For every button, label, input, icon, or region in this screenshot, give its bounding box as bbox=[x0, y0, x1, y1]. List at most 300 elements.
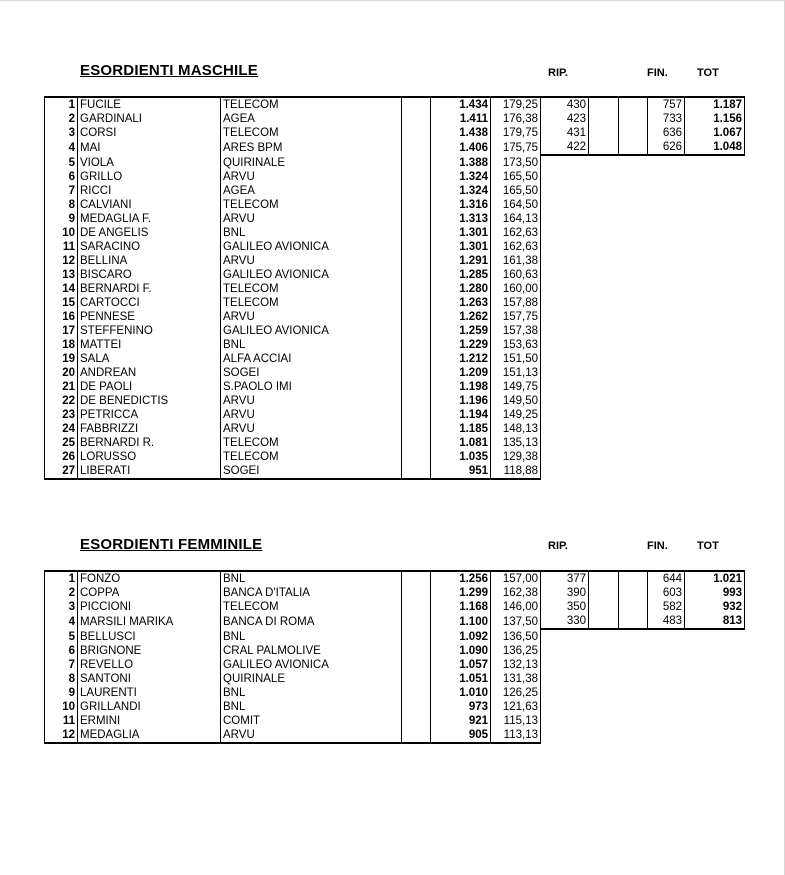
cell-empty bbox=[619, 394, 648, 408]
cell-score: 1.301 bbox=[431, 226, 491, 240]
cell-blank bbox=[589, 614, 619, 629]
cell-position: 1 bbox=[45, 571, 78, 586]
table-row bbox=[45, 629, 745, 644]
cell-name: PETRICCA bbox=[78, 408, 221, 422]
table-row bbox=[45, 658, 745, 672]
header-rip: RIP. bbox=[548, 540, 568, 552]
cell-empty bbox=[619, 170, 648, 184]
cell-name: SARACINO bbox=[78, 240, 221, 254]
cell-position: 9 bbox=[45, 686, 78, 700]
cell-empty bbox=[589, 714, 619, 728]
cell-empty bbox=[589, 408, 619, 422]
cell-team: TELECOM bbox=[221, 198, 402, 212]
cell-name: CARTOCCI bbox=[78, 296, 221, 310]
cell-empty bbox=[685, 700, 745, 714]
cell-name: STEFFENINO bbox=[78, 324, 221, 338]
cell-name: MATTEI bbox=[78, 338, 221, 352]
cell-position: 3 bbox=[45, 600, 78, 614]
cell-empty bbox=[619, 352, 648, 366]
cell-blank bbox=[402, 714, 431, 728]
cell-empty bbox=[648, 352, 685, 366]
cell-blank bbox=[619, 614, 648, 629]
cell-name: BERNARDI F. bbox=[78, 282, 221, 296]
cell-empty bbox=[685, 296, 745, 310]
section-title: ESORDIENTI FEMMINILE bbox=[80, 536, 263, 553]
cell-empty bbox=[648, 296, 685, 310]
cell-average: 136,25 bbox=[491, 644, 541, 658]
cell-position: 8 bbox=[45, 672, 78, 686]
cell-name: PICCIONI bbox=[78, 600, 221, 614]
cell-score: 1.316 bbox=[431, 198, 491, 212]
cell-empty bbox=[619, 700, 648, 714]
header-rip: RIP. bbox=[548, 67, 568, 79]
cell-empty bbox=[589, 198, 619, 212]
cell-blank bbox=[402, 450, 431, 464]
cell-name: LIBERATI bbox=[78, 464, 221, 479]
cell-empty bbox=[589, 310, 619, 324]
cell-tot: 1.067 bbox=[685, 126, 745, 140]
cell-average: 162,63 bbox=[491, 226, 541, 240]
cell-empty bbox=[589, 629, 619, 644]
cell-name: FUCILE bbox=[78, 97, 221, 112]
cell-average: 131,38 bbox=[491, 672, 541, 686]
cell-empty bbox=[589, 686, 619, 700]
cell-name: BERNARDI R. bbox=[78, 436, 221, 450]
cell-empty bbox=[648, 184, 685, 198]
cell-empty bbox=[541, 310, 589, 324]
cell-team: ARVU bbox=[221, 212, 402, 226]
cell-score: 1.256 bbox=[431, 571, 491, 586]
cell-empty bbox=[589, 464, 619, 479]
cell-empty bbox=[648, 450, 685, 464]
cell-empty bbox=[589, 352, 619, 366]
cell-team: BNL bbox=[221, 700, 402, 714]
cell-average: 137,50 bbox=[491, 614, 541, 629]
table-row bbox=[45, 268, 745, 282]
cell-blank bbox=[402, 629, 431, 644]
cell-position: 23 bbox=[45, 408, 78, 422]
cell-empty bbox=[685, 728, 745, 743]
cell-fin: 644 bbox=[648, 571, 685, 586]
cell-empty bbox=[648, 644, 685, 658]
cell-score: 1.229 bbox=[431, 338, 491, 352]
cell-empty bbox=[685, 338, 745, 352]
cell-empty bbox=[685, 198, 745, 212]
cell-empty bbox=[541, 658, 589, 672]
cell-empty bbox=[685, 310, 745, 324]
cell-empty bbox=[541, 422, 589, 436]
cell-average: 148,13 bbox=[491, 422, 541, 436]
cell-team: GALILEO AVIONICA bbox=[221, 324, 402, 338]
header-fin: FIN. bbox=[647, 540, 668, 552]
cell-blank bbox=[619, 600, 648, 614]
cell-blank bbox=[402, 324, 431, 338]
cell-empty bbox=[648, 310, 685, 324]
cell-score: 1.081 bbox=[431, 436, 491, 450]
cell-team: BNL bbox=[221, 571, 402, 586]
cell-team: ARVU bbox=[221, 254, 402, 268]
cell-empty bbox=[541, 394, 589, 408]
cell-score: 1.198 bbox=[431, 380, 491, 394]
table-row bbox=[45, 614, 745, 629]
cell-empty bbox=[685, 464, 745, 479]
table-row bbox=[45, 226, 745, 240]
cell-empty bbox=[541, 184, 589, 198]
cell-empty bbox=[619, 282, 648, 296]
cell-team: TELECOM bbox=[221, 126, 402, 140]
cell-empty bbox=[541, 254, 589, 268]
cell-name: BELLINA bbox=[78, 254, 221, 268]
cell-empty bbox=[541, 338, 589, 352]
cell-position: 27 bbox=[45, 464, 78, 479]
cell-blank bbox=[402, 571, 431, 586]
cell-average: 175,75 bbox=[491, 140, 541, 155]
cell-score: 1.209 bbox=[431, 366, 491, 380]
cell-score: 1.090 bbox=[431, 644, 491, 658]
cell-blank bbox=[589, 140, 619, 155]
cell-team: GALILEO AVIONICA bbox=[221, 268, 402, 282]
table-row bbox=[45, 422, 745, 436]
cell-empty bbox=[541, 240, 589, 254]
cell-name: SANTONI bbox=[78, 672, 221, 686]
cell-blank bbox=[402, 338, 431, 352]
table-row bbox=[45, 324, 745, 338]
cell-empty bbox=[685, 282, 745, 296]
cell-position: 18 bbox=[45, 338, 78, 352]
cell-empty bbox=[619, 436, 648, 450]
cell-name: LAURENTI bbox=[78, 686, 221, 700]
cell-team: S.PAOLO IMI bbox=[221, 380, 402, 394]
cell-empty bbox=[541, 282, 589, 296]
cell-position: 4 bbox=[45, 614, 78, 629]
cell-team: ARVU bbox=[221, 422, 402, 436]
cell-empty bbox=[589, 450, 619, 464]
cell-average: 121,63 bbox=[491, 700, 541, 714]
cell-empty bbox=[619, 644, 648, 658]
cell-blank bbox=[402, 366, 431, 380]
table-row bbox=[45, 380, 745, 394]
section-title: ESORDIENTI MASCHILE bbox=[80, 62, 258, 79]
cell-name: LORUSSO bbox=[78, 450, 221, 464]
cell-team: TELECOM bbox=[221, 296, 402, 310]
cell-fin: 483 bbox=[648, 614, 685, 629]
cell-average: 164,13 bbox=[491, 212, 541, 226]
cell-position: 22 bbox=[45, 394, 78, 408]
cell-name: DE PAOLI bbox=[78, 380, 221, 394]
cell-name: BRIGNONE bbox=[78, 644, 221, 658]
cell-team: BNL bbox=[221, 629, 402, 644]
table-row bbox=[45, 282, 745, 296]
cell-empty bbox=[619, 450, 648, 464]
cell-score: 1.051 bbox=[431, 672, 491, 686]
cell-empty bbox=[685, 324, 745, 338]
cell-average: 157,00 bbox=[491, 571, 541, 586]
cell-average: 160,63 bbox=[491, 268, 541, 282]
cell-average: 149,50 bbox=[491, 394, 541, 408]
cell-rip: 431 bbox=[541, 126, 589, 140]
cell-blank bbox=[402, 296, 431, 310]
cell-blank bbox=[589, 126, 619, 140]
cell-empty bbox=[541, 296, 589, 310]
cell-blank bbox=[402, 380, 431, 394]
cell-score: 921 bbox=[431, 714, 491, 728]
cell-team: ARVU bbox=[221, 408, 402, 422]
cell-score: 1.291 bbox=[431, 254, 491, 268]
cell-team: TELECOM bbox=[221, 450, 402, 464]
cell-average: 179,25 bbox=[491, 97, 541, 112]
cell-empty bbox=[619, 714, 648, 728]
cell-position: 24 bbox=[45, 422, 78, 436]
cell-score: 1.434 bbox=[431, 97, 491, 112]
cell-position: 2 bbox=[45, 586, 78, 600]
table-row bbox=[45, 352, 745, 366]
cell-empty bbox=[648, 408, 685, 422]
cell-empty bbox=[648, 672, 685, 686]
cell-blank bbox=[619, 140, 648, 155]
cell-score: 1.035 bbox=[431, 450, 491, 464]
table-row bbox=[45, 600, 745, 614]
cell-empty bbox=[541, 714, 589, 728]
cell-position: 10 bbox=[45, 226, 78, 240]
cell-empty bbox=[589, 296, 619, 310]
cell-team: SOGEI bbox=[221, 366, 402, 380]
cell-blank bbox=[402, 436, 431, 450]
cell-blank bbox=[402, 170, 431, 184]
cell-empty bbox=[685, 240, 745, 254]
cell-score: 1.057 bbox=[431, 658, 491, 672]
cell-empty bbox=[648, 338, 685, 352]
cell-position: 12 bbox=[45, 254, 78, 268]
cell-name: MEDAGLIA F. bbox=[78, 212, 221, 226]
cell-blank bbox=[402, 614, 431, 629]
cell-team: ALFA ACCIAI bbox=[221, 352, 402, 366]
cell-average: 115,13 bbox=[491, 714, 541, 728]
cell-empty bbox=[648, 212, 685, 226]
cell-name: GARDINALI bbox=[78, 112, 221, 126]
table-row bbox=[45, 112, 745, 126]
cell-empty bbox=[648, 728, 685, 743]
cell-empty bbox=[619, 728, 648, 743]
cell-name: DE BENEDICTIS bbox=[78, 394, 221, 408]
cell-empty bbox=[685, 714, 745, 728]
cell-position: 2 bbox=[45, 112, 78, 126]
cell-score: 1.168 bbox=[431, 600, 491, 614]
cell-team: BNL bbox=[221, 686, 402, 700]
cell-empty bbox=[589, 658, 619, 672]
cell-empty bbox=[685, 352, 745, 366]
cell-name: FONZO bbox=[78, 571, 221, 586]
cell-empty bbox=[685, 226, 745, 240]
cell-blank bbox=[619, 571, 648, 586]
cell-average: 157,75 bbox=[491, 310, 541, 324]
cell-team: ARVU bbox=[221, 310, 402, 324]
cell-blank bbox=[589, 600, 619, 614]
cell-empty bbox=[619, 658, 648, 672]
cell-score: 1.185 bbox=[431, 422, 491, 436]
cell-empty bbox=[685, 394, 745, 408]
cell-empty bbox=[648, 268, 685, 282]
cell-position: 16 bbox=[45, 310, 78, 324]
cell-empty bbox=[685, 658, 745, 672]
cell-position: 6 bbox=[45, 644, 78, 658]
cell-score: 1.194 bbox=[431, 408, 491, 422]
cell-rip: 430 bbox=[541, 97, 589, 112]
cell-empty bbox=[685, 672, 745, 686]
cell-position: 3 bbox=[45, 126, 78, 140]
cell-score: 1.324 bbox=[431, 170, 491, 184]
cell-position: 4 bbox=[45, 140, 78, 155]
cell-empty bbox=[589, 226, 619, 240]
cell-blank bbox=[619, 112, 648, 126]
cell-blank bbox=[402, 140, 431, 155]
cell-empty bbox=[685, 212, 745, 226]
cell-empty bbox=[685, 629, 745, 644]
cell-empty bbox=[685, 366, 745, 380]
cell-empty bbox=[619, 324, 648, 338]
cell-empty bbox=[541, 352, 589, 366]
cell-empty bbox=[541, 366, 589, 380]
cell-empty bbox=[619, 268, 648, 282]
cell-average: 126,25 bbox=[491, 686, 541, 700]
cell-empty bbox=[589, 422, 619, 436]
cell-blank bbox=[589, 571, 619, 586]
cell-team: AGEA bbox=[221, 184, 402, 198]
cell-empty bbox=[619, 338, 648, 352]
cell-average: 165,50 bbox=[491, 184, 541, 198]
cell-average: 165,50 bbox=[491, 170, 541, 184]
table-row bbox=[45, 366, 745, 380]
cell-name: RICCI bbox=[78, 184, 221, 198]
cell-empty bbox=[589, 282, 619, 296]
cell-score: 1.388 bbox=[431, 155, 491, 170]
cell-empty bbox=[589, 268, 619, 282]
cell-blank bbox=[619, 586, 648, 600]
cell-blank bbox=[402, 408, 431, 422]
table-row bbox=[45, 254, 745, 268]
cell-name: PENNESE bbox=[78, 310, 221, 324]
cell-tot: 1.187 bbox=[685, 97, 745, 112]
cell-team: GALILEO AVIONICA bbox=[221, 658, 402, 672]
cell-score: 1.406 bbox=[431, 140, 491, 155]
cell-team: SOGEI bbox=[221, 464, 402, 479]
table-row bbox=[45, 97, 745, 112]
cell-empty bbox=[685, 686, 745, 700]
cell-tot: 1.156 bbox=[685, 112, 745, 126]
cell-score: 1.301 bbox=[431, 240, 491, 254]
cell-empty bbox=[648, 226, 685, 240]
cell-blank bbox=[402, 184, 431, 198]
table-row bbox=[45, 464, 745, 479]
header-fin: FIN. bbox=[647, 67, 668, 79]
cell-empty bbox=[685, 450, 745, 464]
cell-empty bbox=[648, 422, 685, 436]
table-row bbox=[45, 700, 745, 714]
cell-empty bbox=[648, 714, 685, 728]
cell-name: GRILLANDI bbox=[78, 700, 221, 714]
cell-blank bbox=[402, 310, 431, 324]
cell-blank bbox=[402, 112, 431, 126]
cell-blank bbox=[402, 394, 431, 408]
cell-empty bbox=[589, 700, 619, 714]
cell-average: 146,00 bbox=[491, 600, 541, 614]
cell-score: 1.212 bbox=[431, 352, 491, 366]
cell-blank bbox=[402, 198, 431, 212]
cell-empty bbox=[648, 198, 685, 212]
cell-empty bbox=[648, 254, 685, 268]
results-table bbox=[44, 570, 745, 744]
cell-score: 1.438 bbox=[431, 126, 491, 140]
cell-position: 14 bbox=[45, 282, 78, 296]
cell-average: 179,75 bbox=[491, 126, 541, 140]
cell-empty bbox=[619, 296, 648, 310]
table-row bbox=[45, 296, 745, 310]
cell-blank bbox=[402, 464, 431, 479]
cell-empty bbox=[541, 268, 589, 282]
cell-average: 157,38 bbox=[491, 324, 541, 338]
cell-score: 1.324 bbox=[431, 184, 491, 198]
table-row bbox=[45, 571, 745, 586]
cell-blank bbox=[402, 700, 431, 714]
cell-average: 149,75 bbox=[491, 380, 541, 394]
cell-empty bbox=[619, 254, 648, 268]
cell-empty bbox=[619, 240, 648, 254]
cell-empty bbox=[541, 728, 589, 743]
cell-position: 11 bbox=[45, 240, 78, 254]
cell-empty bbox=[541, 700, 589, 714]
cell-name: GRILLO bbox=[78, 170, 221, 184]
cell-blank bbox=[402, 644, 431, 658]
table-row bbox=[45, 338, 745, 352]
cell-empty bbox=[685, 422, 745, 436]
cell-average: 162,38 bbox=[491, 586, 541, 600]
cell-empty bbox=[589, 155, 619, 170]
cell-average: 151,13 bbox=[491, 366, 541, 380]
cell-blank bbox=[402, 728, 431, 743]
table-row bbox=[45, 672, 745, 686]
cell-average: 113,13 bbox=[491, 728, 541, 743]
cell-empty bbox=[685, 184, 745, 198]
table-row bbox=[45, 394, 745, 408]
cell-average: 164,50 bbox=[491, 198, 541, 212]
cell-position: 26 bbox=[45, 450, 78, 464]
cell-position: 20 bbox=[45, 366, 78, 380]
cell-empty bbox=[648, 366, 685, 380]
cell-rip: 422 bbox=[541, 140, 589, 155]
table-row bbox=[45, 644, 745, 658]
cell-average: 157,88 bbox=[491, 296, 541, 310]
cell-position: 25 bbox=[45, 436, 78, 450]
cell-empty bbox=[685, 436, 745, 450]
cell-team: BANCA DI ROMA bbox=[221, 614, 402, 629]
cell-empty bbox=[589, 644, 619, 658]
cell-empty bbox=[619, 686, 648, 700]
table-row bbox=[45, 140, 745, 155]
cell-position: 13 bbox=[45, 268, 78, 282]
cell-blank bbox=[402, 658, 431, 672]
cell-empty bbox=[589, 184, 619, 198]
cell-empty bbox=[541, 408, 589, 422]
cell-empty bbox=[619, 408, 648, 422]
cell-name: MARSILI MARIKA bbox=[78, 614, 221, 629]
cell-blank bbox=[402, 686, 431, 700]
table-row bbox=[45, 184, 745, 198]
cell-empty bbox=[619, 310, 648, 324]
cell-average: 118,88 bbox=[491, 464, 541, 479]
cell-blank bbox=[402, 600, 431, 614]
cell-empty bbox=[619, 212, 648, 226]
cell-empty bbox=[648, 170, 685, 184]
cell-empty bbox=[648, 686, 685, 700]
